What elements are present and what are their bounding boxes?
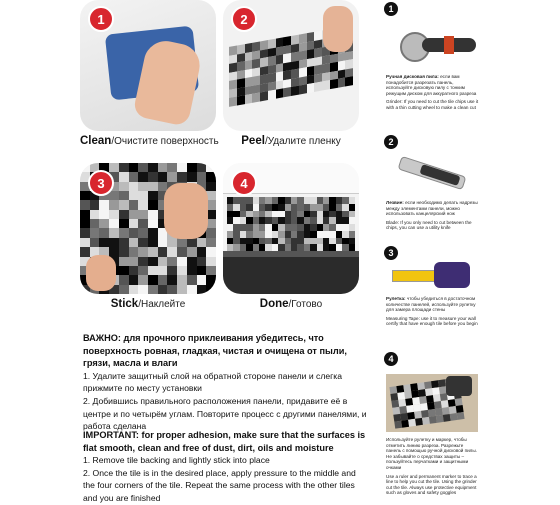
mosaic-tile xyxy=(206,182,216,191)
mosaic-tile xyxy=(109,219,119,228)
mosaic-tile xyxy=(80,238,90,247)
stove-image xyxy=(223,251,359,294)
mosaic-tile xyxy=(90,228,100,237)
mosaic-tile xyxy=(99,238,109,247)
mosaic-tile xyxy=(197,163,207,172)
mosaic-tile xyxy=(260,92,268,102)
mosaic-tile xyxy=(129,163,139,172)
mosaic-tile xyxy=(349,238,355,245)
mosaic-tile xyxy=(177,285,187,294)
tool1-text: Ручная дисковая пила: если вам понадобится разрезать панель, используйте дисковую пилу с тонким режущим диском для аккуратного разреза Grinder: If you need to cut the tile chips use it with a thin cutting wheel to make a clean cut xyxy=(386,74,479,110)
mosaic-tile xyxy=(197,266,207,275)
measuring-tape-image xyxy=(392,262,474,288)
mosaic-tile xyxy=(90,238,100,247)
mosaic-tile xyxy=(119,285,129,294)
backsplash-mosaic-image xyxy=(227,197,355,251)
mosaic-tile xyxy=(138,285,148,294)
mosaic-tile xyxy=(109,163,119,172)
mosaic-tile xyxy=(138,219,148,228)
mosaic-tile xyxy=(148,172,158,181)
mosaic-tile xyxy=(158,247,168,256)
mosaic-tile xyxy=(119,266,129,275)
mosaic-tile xyxy=(148,238,158,247)
mosaic-tile xyxy=(119,228,129,237)
mosaic-tile xyxy=(158,172,168,181)
mosaic-tile xyxy=(129,275,139,284)
mosaic-tile xyxy=(158,275,168,284)
mosaic-tile xyxy=(245,94,253,104)
mosaic-tile xyxy=(158,266,168,275)
mosaic-tile xyxy=(138,228,148,237)
mosaic-tile xyxy=(129,210,139,219)
mosaic-tile xyxy=(138,163,148,172)
mosaic-tile xyxy=(206,228,216,237)
mosaic-tile xyxy=(129,172,139,181)
mosaic-tile xyxy=(197,238,207,247)
mosaic-tile xyxy=(187,247,197,256)
mosaic-tile xyxy=(283,87,291,97)
mosaic-tile xyxy=(457,412,465,420)
mosaic-tile xyxy=(291,86,299,96)
mosaic-tile xyxy=(349,244,355,251)
mosaic-tile xyxy=(197,275,207,284)
mosaic-tile xyxy=(187,257,197,266)
mosaic-tile xyxy=(167,247,177,256)
tool3-text: Рулетка: чтобы убедиться в достаточном количестве панелей, используйте рулетку для замера площади стены Measuring Tape: use it to measure your wall certify that have enough tile before you begin xyxy=(386,296,478,327)
tool2-badge: 2 xyxy=(384,135,398,149)
mosaic-tile xyxy=(187,266,197,275)
step2-badge: 2 xyxy=(231,6,257,32)
hand-image xyxy=(86,255,116,291)
en-item-1: 1. Remove tile backing and lightly stick into place xyxy=(83,455,270,466)
mosaic-tile xyxy=(237,96,245,106)
mosaic-tile xyxy=(148,285,158,294)
grinder-image xyxy=(400,24,478,60)
mosaic-tile xyxy=(129,219,139,228)
mosaic-tile xyxy=(90,210,100,219)
mosaic-tile xyxy=(148,257,158,266)
mosaic-tile xyxy=(148,266,158,275)
mosaic-tile xyxy=(322,81,330,91)
mosaic-tile xyxy=(276,89,284,99)
mosaic-tile xyxy=(167,172,177,181)
mosaic-tile xyxy=(148,219,158,228)
mosaic-tile xyxy=(177,172,187,181)
mosaic-tile xyxy=(80,191,90,200)
step3-caption: Stick/Наклейте xyxy=(110,298,186,310)
mosaic-tile xyxy=(138,275,148,284)
mosaic-tile xyxy=(167,257,177,266)
mosaic-tile xyxy=(129,238,139,247)
mosaic-tile xyxy=(307,83,315,93)
mosaic-tile xyxy=(129,228,139,237)
mosaic-tile xyxy=(177,163,187,172)
mosaic-tile xyxy=(206,257,216,266)
mosaic-tile xyxy=(129,200,139,209)
mosaic-tile xyxy=(119,275,129,284)
step1-caption: Clean/Очистите поверхность xyxy=(80,135,219,147)
mosaic-tile xyxy=(148,247,158,256)
mosaic-tile xyxy=(158,285,168,294)
mosaic-tile xyxy=(167,238,177,247)
mosaic-tile xyxy=(206,172,216,181)
tool2-text: Лезвие: если необходимо делать надрезы между элементами панели, можно использовать канцелярский нож Blade: If you only need to cut between the chips, you can use a utility knife xyxy=(386,200,478,231)
mosaic-tile xyxy=(99,200,109,209)
mosaic-tile xyxy=(187,275,197,284)
mosaic-tile xyxy=(167,275,177,284)
tool4-text: Используйте рулетку и маркер, чтобы отметить линию разреза. Разрежьте панель с помощью ручной дисковой пилы. Не забывайте о средствах защиты – пользуйтесь перчатками и защитными очками Use a ruler and permanent marker to trace a line to help you cut the tile. Using the grinder cut the tile. Always use protective equipment such as gloves and safety goggles xyxy=(386,437,477,496)
mosaic-tile xyxy=(148,228,158,237)
mosaic-tile xyxy=(158,238,168,247)
mosaic-tile xyxy=(119,163,129,172)
en-item-2: 2. Once the tile is in the desired place, apply pressure to the middle and the four corners of the tile. Repeat the same process with the other tiles and you are finished xyxy=(83,467,356,503)
ru-item-2: 2. Добившись правильного расположения панели, придавите её в центре и по четырём углам. Повторите процесс с другими панелями, и работа сделана xyxy=(83,395,367,432)
step4-badge: 4 xyxy=(231,170,257,196)
mosaic-tile xyxy=(148,210,158,219)
mosaic-tile xyxy=(167,285,177,294)
mosaic-tile xyxy=(349,204,355,211)
mosaic-tile xyxy=(206,163,216,172)
mosaic-tile xyxy=(119,200,129,209)
mosaic-tile xyxy=(119,247,129,256)
mosaic-tile xyxy=(349,231,355,238)
mosaic-tile xyxy=(197,247,207,256)
mosaic-tile xyxy=(90,219,100,228)
mosaic-tile xyxy=(148,191,158,200)
utility-knife-image xyxy=(398,158,468,188)
tool1-badge: 1 xyxy=(384,2,398,16)
mosaic-tile xyxy=(148,275,158,284)
mosaic-tile xyxy=(197,285,207,294)
ru-heading: ВАЖНО: для прочного приклеивания убедитесь, что поверхность ровная, гладкая, чистая и очищена от пыли, грязи, масла и влаги xyxy=(83,333,347,369)
hand-image xyxy=(164,183,208,239)
tool3-badge: 3 xyxy=(384,246,398,260)
mosaic-tile xyxy=(129,247,139,256)
mosaic-tile xyxy=(109,247,119,256)
en-instructions xyxy=(83,429,368,505)
step2-caption: Peel/Удалите пленку xyxy=(241,135,341,147)
hand-image xyxy=(323,6,353,52)
mosaic-tile xyxy=(138,257,148,266)
mosaic-tile xyxy=(138,191,148,200)
mosaic-tile xyxy=(138,182,148,191)
mosaic-tile xyxy=(138,247,148,256)
mosaic-tile xyxy=(197,257,207,266)
counter-image xyxy=(223,251,359,257)
mosaic-tile xyxy=(119,257,129,266)
mosaic-tile xyxy=(119,172,129,181)
mosaic-tile xyxy=(177,238,187,247)
mosaic-tile xyxy=(148,200,158,209)
mosaic-tile xyxy=(99,219,109,228)
mosaic-tile xyxy=(177,266,187,275)
mosaic-tile xyxy=(349,224,355,231)
mosaic-tile xyxy=(268,90,276,100)
mosaic-tile xyxy=(252,93,260,103)
step1-badge: 1 xyxy=(88,6,114,32)
mosaic-tile xyxy=(119,210,129,219)
mosaic-tile xyxy=(229,97,237,107)
mosaic-tile xyxy=(129,285,139,294)
mosaic-tile xyxy=(138,266,148,275)
mosaic-tile xyxy=(206,238,216,247)
mosaic-tile xyxy=(187,285,197,294)
mosaic-tile xyxy=(109,210,119,219)
mosaic-tile xyxy=(314,82,322,92)
mosaic-tile xyxy=(206,266,216,275)
mosaic-tile xyxy=(345,76,353,86)
mosaic-tile xyxy=(177,257,187,266)
mosaic-tile xyxy=(138,210,148,219)
mosaic-tile xyxy=(119,191,129,200)
mosaic-tile xyxy=(177,247,187,256)
mosaic-tile xyxy=(158,257,168,266)
mosaic-tile xyxy=(148,163,158,172)
en-heading: IMPORTANT: for proper adhesion, make sure that the surfaces is flat smooth, clean and free of dust, dirt, oils and moisture xyxy=(83,430,366,453)
mosaic-tile xyxy=(119,238,129,247)
mosaic-tile xyxy=(80,228,90,237)
tool4-badge: 4 xyxy=(384,352,398,366)
mosaic-tile xyxy=(119,219,129,228)
mosaic-tile xyxy=(206,247,216,256)
mosaic-tile xyxy=(158,163,168,172)
mosaic-tile xyxy=(177,275,187,284)
mosaic-tile xyxy=(80,200,90,209)
mosaic-tile xyxy=(99,210,109,219)
mosaic-tile xyxy=(187,238,197,247)
mosaic-tile xyxy=(167,266,177,275)
mosaic-tile xyxy=(187,172,197,181)
ru-item-1: 1. Удалите защитный слой на обратной стороне панели и слегка прижмите по месту установки xyxy=(83,370,343,394)
mosaic-tile xyxy=(80,163,90,172)
mosaic-tile xyxy=(206,285,216,294)
mosaic-tile xyxy=(129,266,139,275)
mosaic-tile xyxy=(338,78,346,88)
mosaic-tile xyxy=(80,219,90,228)
mosaic-tile xyxy=(299,85,307,95)
mosaic-tile xyxy=(99,228,109,237)
mosaic-tile xyxy=(109,200,119,209)
ru-instructions xyxy=(83,332,368,433)
mosaic-tile xyxy=(349,217,355,224)
mosaic-tile xyxy=(138,238,148,247)
mosaic-tile xyxy=(129,182,139,191)
mosaic-tile xyxy=(90,200,100,209)
step4-caption: Done/Готово xyxy=(259,298,323,310)
mosaic-tile xyxy=(109,191,119,200)
mosaic-tile xyxy=(80,247,90,256)
mosaic-tile xyxy=(129,191,139,200)
mosaic-tile xyxy=(80,210,90,219)
mosaic-tile xyxy=(119,182,129,191)
mosaic-tile xyxy=(138,172,148,181)
mosaic-tile xyxy=(349,197,355,204)
mosaic-tile xyxy=(129,257,139,266)
mosaic-tile xyxy=(109,228,119,237)
mosaic-tile xyxy=(167,163,177,172)
mosaic-tile xyxy=(109,238,119,247)
mosaic-tile xyxy=(138,200,148,209)
mosaic-tile xyxy=(197,172,207,181)
mosaic-tile xyxy=(349,211,355,218)
mosaic-tile xyxy=(148,182,158,191)
cutting-tile-image xyxy=(386,374,478,432)
mosaic-tile xyxy=(187,163,197,172)
mosaic-tile xyxy=(206,275,216,284)
step3-badge: 3 xyxy=(88,170,114,196)
mosaic-tile xyxy=(330,79,338,89)
